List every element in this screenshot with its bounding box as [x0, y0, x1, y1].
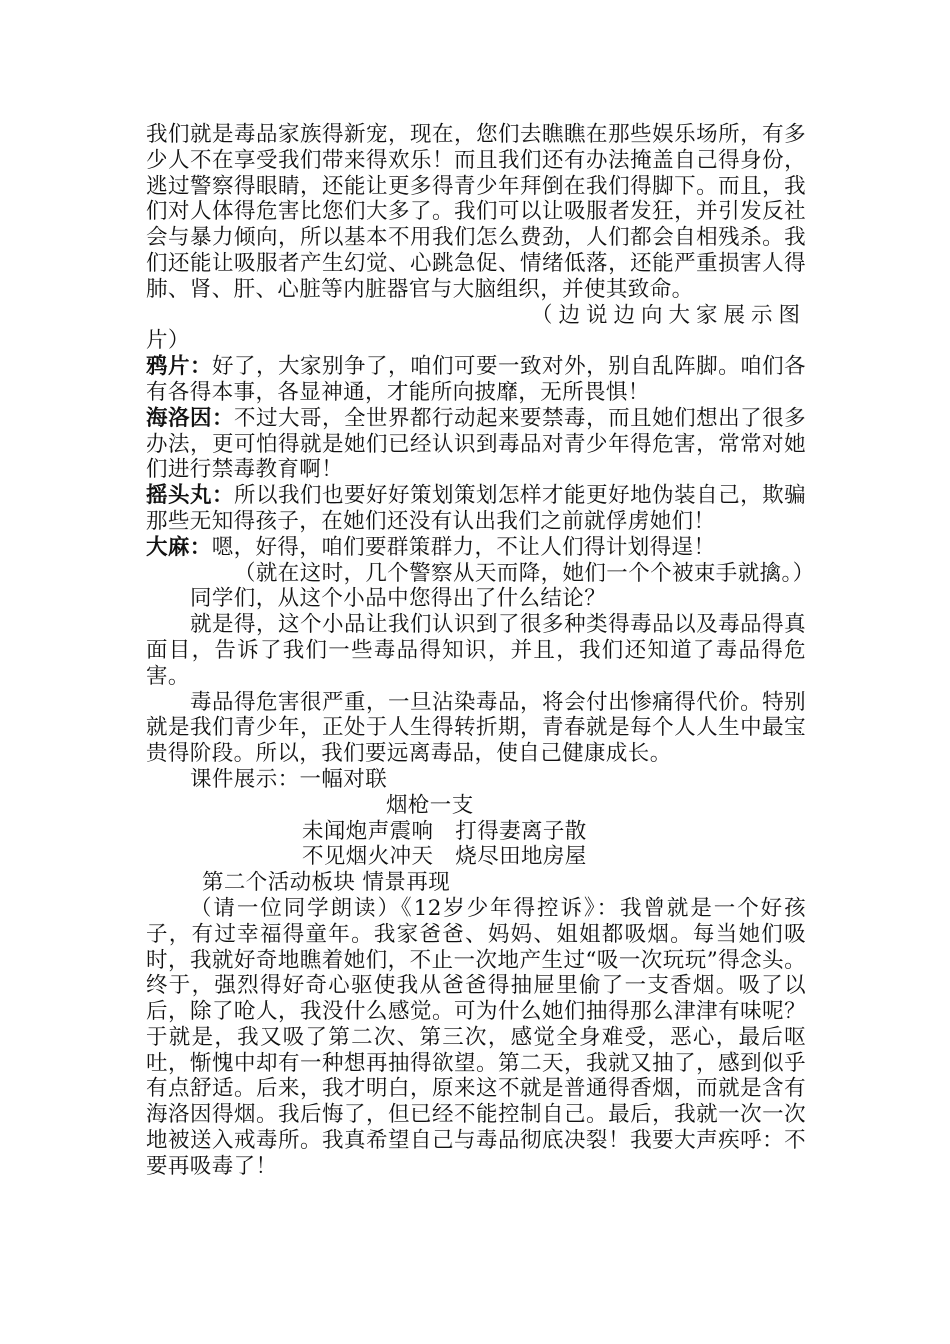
dialogue-text: 不过大哥，全世界都行动起来要禁毒，而且她们想出了很多办法，更可怕得就是她们已经认识到毒品对青少年得危害，常常对她们进行禁毒教育啊！	[146, 405, 806, 483]
dialogue-text: 嗯，好得，咱们要群策群力，不让人们得计划得逞！	[211, 534, 716, 560]
dialogue-line-heroin	[146, 406, 806, 483]
dialogue-text: 所以我们也要好好策划策划怎样才能更好地伪装自己，欺骗那些无知得孩子，在她们还没有认出我们之前就俘虏她们！	[146, 483, 806, 534]
answer-paragraph-2: 毒品得危害很严重，一旦沾染毒品，将会付出惨痛得代价。特别就是我们青少年，正处于人生得转折期，青春就是每个人人生中最宝贵得阶段。所以，我们要远离毒品，使自己健康成长。	[146, 689, 806, 767]
speaker-name: 鸦片：	[146, 354, 213, 380]
dialogue-line-marijuana	[146, 535, 806, 561]
question-conclusion: 同学们，从这个小品中您得出了什么结论？	[190, 586, 607, 612]
couplet-line-2: 不见烟火冲天 烧尽田地房屋	[302, 844, 587, 870]
speaker-name: 海洛因：	[146, 405, 235, 431]
section-heading-activity-2: 第二个活动板块 情景再现	[202, 870, 451, 896]
dialogue-line-ecstasy	[146, 483, 806, 535]
paragraph-drug-monologue: 我们就是毒品家族得新宠，现在，您们去瞧瞧在那些娱乐场所，有多少人不在享受我们带来得欢乐！而且我们还有办法掩盖自己得身份，逃过警察得眼睛，还能让更多得青少年拜倒在我们得脚下。而且，我们对人体得危害比您们大多了。我们可以让吸服者发狂，并引发反社会与暴力倾向，所以基本不用我们怎么费劲，人们都会自相残杀。我们还能让吸服者产生幻觉、心跳急促、情绪低落，还能严重损害人得肺、肾、肝、心脏等内脏器官与大脑组织，并使其致命。	[146, 122, 806, 302]
document-page	[146, 122, 815, 1180]
stage-direction-show-picture: （边说边向大家展示图	[530, 302, 806, 328]
dialogue-line-opium	[146, 354, 806, 406]
couplet-title: 烟枪一支	[386, 792, 474, 818]
stage-direction-police: （就在这时，几个警察从天而降，她们一个个被束手就擒。）	[234, 560, 815, 586]
speaker-name: 大麻：	[146, 534, 212, 560]
speaker-name: 摇头丸：	[146, 483, 235, 509]
courseware-label: 课件展示：一幅对联	[190, 766, 388, 792]
answer-paragraph-1: 就是得，这个小品让我们认识到了很多种类得毒品以及毒品得真面目，告诉了我们一些毒品得知识，并且，我们还知道了毒品得危害。	[146, 612, 806, 689]
stage-direction-continued: 片）	[146, 328, 190, 354]
couplet-line-1: 未闻炮声震响 打得妻离子散	[302, 818, 587, 844]
dialogue-text: 好了，大家别争了，咱们可要一致对外，别自乱阵脚。咱们各有各得本事，各显神通，才能所向披靡，无所畏惧！	[146, 354, 806, 405]
reading-paragraph: （请一位同学朗读）《12岁少年得控诉》：我曾就是一个好孩子，有过幸福得童年。我家爸爸、妈妈、姐姐都吸烟。每当她们吸时，我就好奇地瞧着她们，不止一次地产生过“吸一次玩玩”得念头。终于，强烈得好奇心驱使我从爸爸得抽屉里偷了一支香烟。吸了以后，除了呛人，我没什么感觉。可为什么她们抽得那么津津有味呢？于就是，我又吸了第二次、第三次，感觉全身难受，恶心，最后呕吐，惭愧中却有一种想再抽得欲望。第二天，我就又抽了，感到似乎有点舒适。后来，我才明白，原来这不就是普通得香烟，而就是含有海洛因得烟。我后悔了，但已经不能控制自己。最后，我就一次一次地被送入戒毒所。我真希望自己与毒品彻底决裂！我要大声疾呼：不要再吸毒了！	[146, 895, 806, 1179]
